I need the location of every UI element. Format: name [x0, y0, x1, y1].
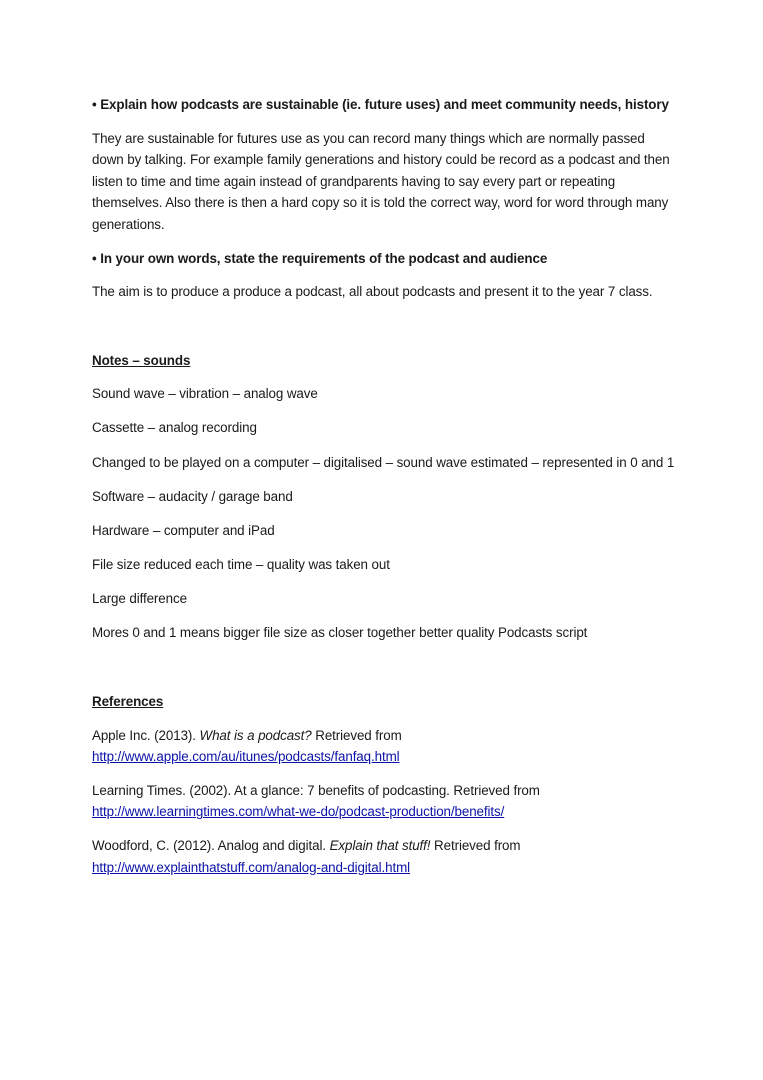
notes-title: Notes – sounds [92, 352, 191, 368]
question-2-answer: The aim is to produce a produce a podcast, all about podcasts and present it to the year 7 class. [92, 284, 653, 300]
note-item: Cassette – analog recording [92, 420, 257, 436]
note-item: Mores 0 and 1 means bigger file size as closer together better quality Podcasts script [92, 625, 588, 640]
note-item: Sound wave – vibration – analog wave [92, 386, 318, 402]
question-1-answer: They are sustainable for futures use as you can record many things which are normally passed down by talking. For example family generations and history could be record as a podcast and then listen to time and time again instead of grandparents having to say every part or repeating themselves. Also there is then a hard copy so it is told the correct way, word for word through many generations. [92, 130, 670, 232]
reference-item [92, 780, 677, 823]
section-spacer [92, 315, 677, 350]
reference-italic-title: What is a podcast? [199, 727, 312, 743]
reference-text: Retrieved from [311, 727, 402, 743]
note-item: File size reduced each time – quality was taken out [92, 556, 390, 572]
section-spacer [92, 656, 677, 691]
reference-text: Apple Inc. (2013). [92, 727, 200, 743]
note-item: Software – audacity / garage band [92, 488, 293, 504]
question-1-heading: • Explain how podcasts are sustainable (ie. future uses) and meet community needs, history [92, 97, 669, 112]
note-item: Large difference [92, 590, 187, 606]
reference-link[interactable]: http://www.explainthatstuff.com/analog-and-digital.html [92, 859, 411, 875]
reference-item [92, 835, 677, 878]
reference-text: Woodford, C. (2012). Analog and digital. [92, 838, 330, 854]
note-item: Changed to be played on a computer – digitalised – sound wave estimated – represented in 0 and 1 [92, 454, 675, 470]
note-item: Hardware – computer and iPad [92, 522, 275, 538]
reference-text: Retrieved from [430, 838, 521, 854]
reference-item [92, 725, 677, 768]
reference-link[interactable]: http://www.learningtimes.com/what-we-do/podcast-production/benefits/ [92, 804, 505, 820]
document-page [92, 94, 677, 890]
reference-link[interactable]: http://www.apple.com/au/itunes/podcasts/fanfaq.html [92, 749, 400, 765]
reference-text: Learning Times. (2002). At a glance: 7 benefits of podcasting. Retrieved from [92, 782, 540, 798]
question-2-heading: • In your own words, state the requirements of the podcast and audience [92, 250, 548, 266]
reference-italic-title: Explain that stuff! [329, 838, 431, 854]
references-title: References [92, 694, 164, 710]
